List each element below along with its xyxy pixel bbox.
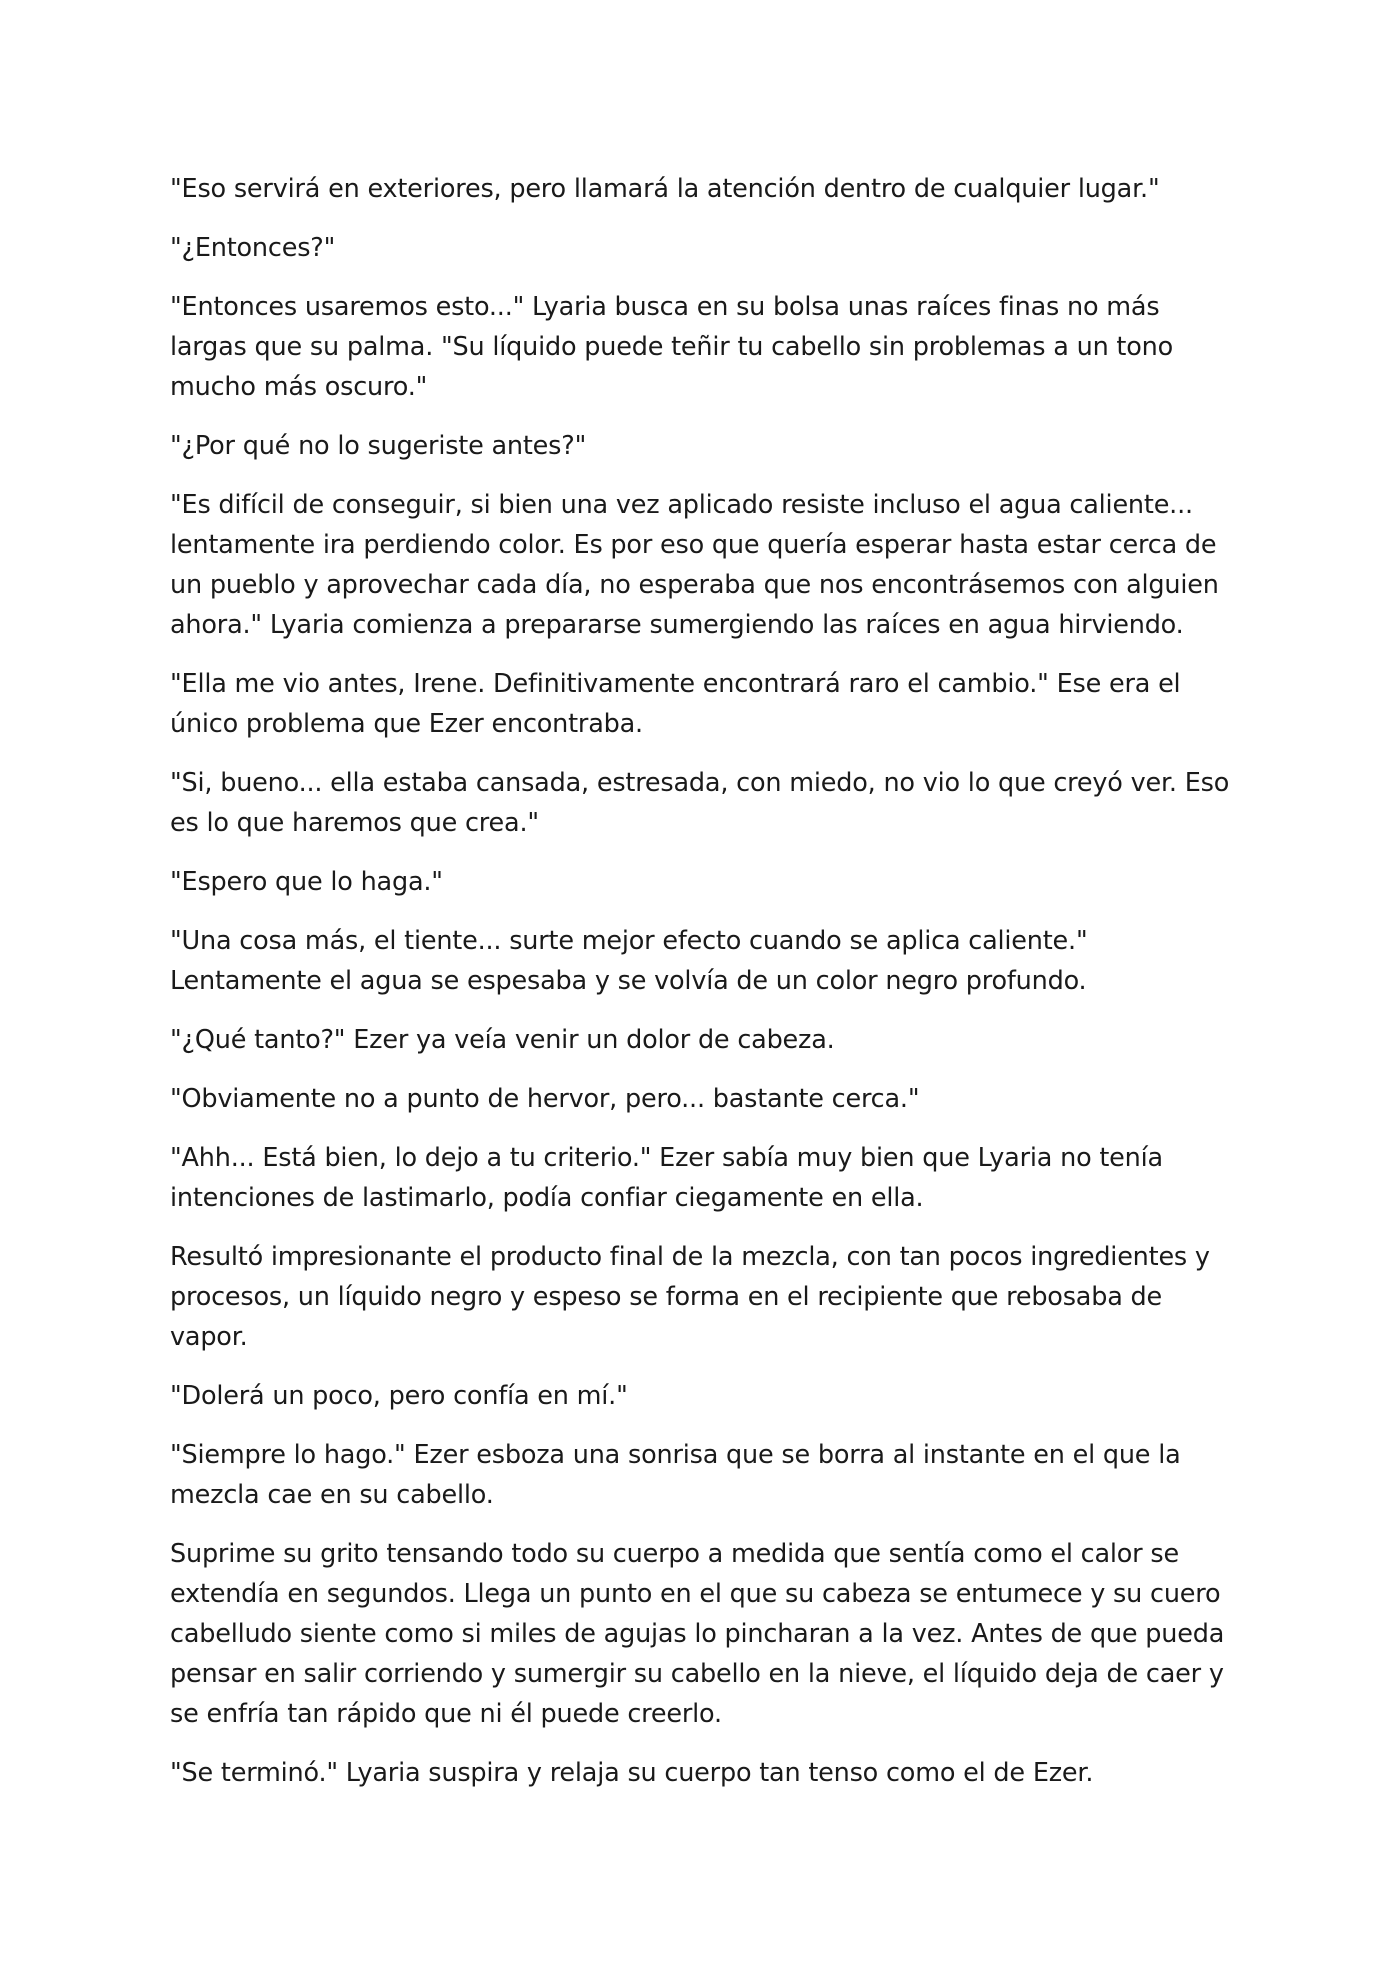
paragraph-11: "Obviamente no a punto de hervor, pero... bastante cerca." (170, 1084, 920, 1114)
paragraph-7: "Si, bueno... ella estaba cansada, estresada, con miedo, no vio lo que creyó ver. Eso es lo que haremos que crea." (170, 768, 1230, 838)
paragraph-15: "Siempre lo hago." Ezer esboza una sonrisa que se borra al instante en el que la mezcla cae en su cabello. (170, 1440, 1181, 1510)
paragraph-4: "¿Por qué no lo sugeriste antes?" (170, 431, 587, 461)
paragraph-17: "Se terminó." Lyaria suspira y relaja su cuerpo tan tenso como el de Ezer. (170, 1758, 1094, 1788)
paragraph-10: "¿Qué tanto?" Ezer ya veía venir un dolor de cabeza. (170, 1025, 835, 1055)
paragraph-6: "Ella me vio antes, Irene. Definitivamente encontrará raro el cambio." Ese era el único problema que Ezer encontraba. (170, 669, 1181, 739)
paragraph-8: "Espero que lo haga." (170, 867, 443, 897)
document-body (170, 169, 1238, 1812)
paragraph-5: "Es difícil de conseguir, si bien una vez aplicado resiste incluso el agua caliente... lentamente ira perdiendo color. Es por eso que quería esperar hasta estar cerca de un pueblo y aprovechar cada día, no esperaba que nos encontrásemos con alguien ahora." Lyaria comienza a prepararse sumergiendo las raíces en agua hirviendo. (170, 490, 1219, 640)
paragraph-13: Resultó impresionante el producto final de la mezcla, con tan pocos ingredientes y procesos, un líquido negro y espeso se forma en el recipiente que rebosaba de vapor. (170, 1242, 1210, 1352)
paragraph-14: "Dolerá un poco, pero confía en mí." (170, 1381, 628, 1411)
paragraph-3: "Entonces usaremos esto..." Lyaria busca en su bolsa unas raíces finas no más largas que su palma. "Su líquido puede teñir tu cabello sin problemas a un tono mucho más oscuro." (170, 292, 1173, 402)
paragraph-9: "Una cosa más, el tiente... surte mejor efecto cuando se aplica caliente." Lentamente el agua se espesaba y se volvía de un color negro profundo. (170, 926, 1088, 996)
paragraph-2: "¿Entonces?" (170, 233, 336, 263)
paragraph-16: Suprime su grito tensando todo su cuerpo a medida que sentía como el calor se extendía en segundos. Llega un punto en el que su cabeza se entumece y su cuero cabelludo siente como si miles de agujas lo pincharan a la vez. Antes de que pueda pensar en salir corriendo y sumergir su cabello en la nieve, el líquido deja de caer y se enfría tan rápido que ni él puede creerlo. (170, 1539, 1225, 1729)
paragraph-12: "Ahh... Está bien, lo dejo a tu criterio." Ezer sabía muy bien que Lyaria no tenía intenciones de lastimarlo, podía confiar ciegamente en ella. (170, 1143, 1163, 1213)
paragraph-1: "Eso servirá en exteriores, pero llamará la atención dentro de cualquier lugar." (170, 174, 1160, 204)
